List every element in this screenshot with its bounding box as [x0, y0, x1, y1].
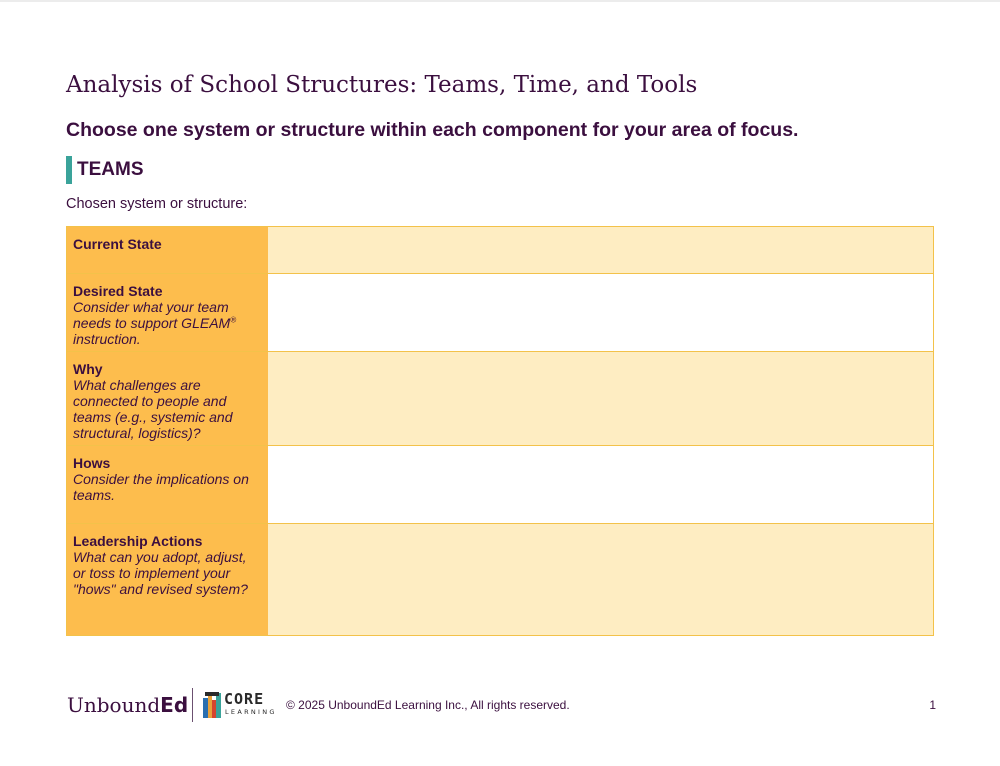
page-footer: [66, 688, 936, 722]
page-top-edge: [0, 0, 1000, 2]
table-row-current-state: [67, 227, 933, 274]
leadership-actions-input-cell[interactable]: [268, 524, 933, 635]
row-title: Current State: [73, 236, 162, 252]
table-row-leadership-actions: [67, 524, 933, 635]
document-subtitle: Choose one system or structure within each component for your area of focus.: [66, 119, 799, 141]
row-title: Hows: [73, 455, 111, 471]
section-title: TEAMS: [77, 159, 144, 180]
row-label: [67, 446, 268, 523]
core-logo-word: CORE: [224, 690, 265, 708]
section-heading: [66, 156, 144, 184]
page-number: 1: [929, 698, 936, 712]
why-input-cell[interactable]: [268, 352, 933, 445]
copyright-notice: © 2025 UnboundEd Learning Inc., All rights reserved.: [286, 698, 570, 712]
analysis-table: [66, 226, 934, 636]
row-title: Leadership Actions: [73, 533, 203, 549]
core-learning-logo: [203, 691, 277, 719]
chosen-system-label: Chosen system or structure:: [66, 196, 248, 212]
row-label: [67, 274, 268, 351]
table-row-desired-state: [67, 274, 933, 352]
row-title: Why: [73, 361, 103, 377]
table-row-hows: [67, 446, 933, 524]
current-state-input-cell[interactable]: [268, 227, 933, 273]
row-label: [67, 352, 268, 445]
row-hint: Consider the implications on teams.: [73, 471, 249, 503]
logo-text-light: Unbound: [67, 693, 161, 717]
row-hint-text-end: instruction.: [73, 331, 141, 347]
core-books-icon: [203, 692, 221, 718]
registered-mark: ®: [230, 315, 237, 325]
row-hint: What challenges are connected to people and teams (e.g., systemic and structural, logistics)?: [73, 377, 233, 441]
row-hint-text: Consider what your team needs to support GLEAM: [73, 299, 231, 331]
row-hint: What can you adopt, adjust, or toss to implement your "hows" and revised system?: [73, 549, 248, 597]
core-logo-subword: LEARNING: [225, 708, 277, 716]
unbounded-logo: [67, 693, 188, 717]
row-label: [67, 524, 268, 635]
table-row-why: [67, 352, 933, 446]
section-accent-bar: [66, 156, 72, 184]
desired-state-input-cell[interactable]: [268, 274, 933, 351]
document-title: Analysis of School Structures: Teams, Time, and Tools: [66, 72, 698, 98]
logo-text-bold: Ed: [160, 693, 189, 717]
row-title: Desired State: [73, 283, 163, 299]
footer-divider: [192, 688, 193, 722]
row-label: [67, 227, 268, 273]
row-hint: [73, 299, 262, 347]
hows-input-cell[interactable]: [268, 446, 933, 523]
